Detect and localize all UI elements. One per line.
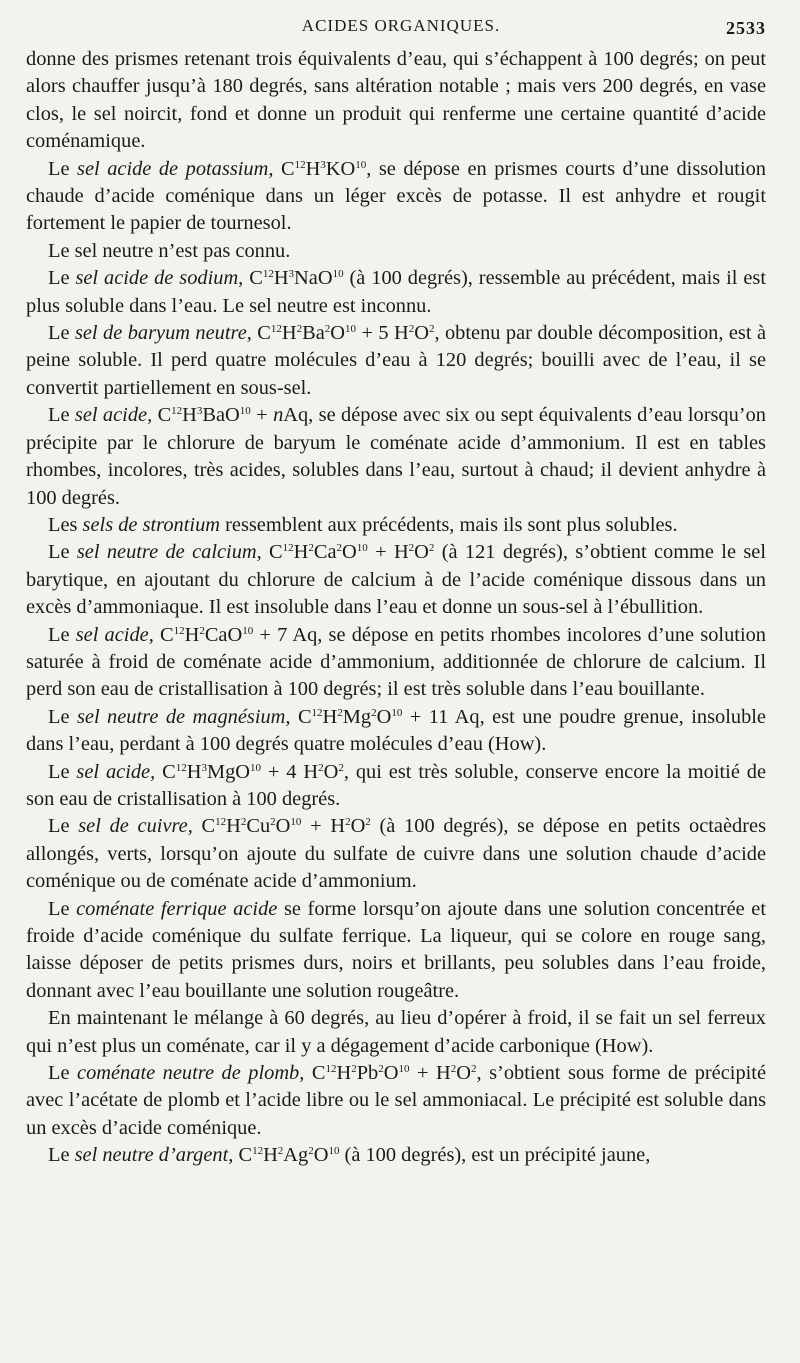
text-run: Le [48, 1062, 78, 1085]
subscript-number: 2 [345, 816, 351, 829]
text-run: C [273, 157, 295, 180]
paragraph [26, 759, 766, 814]
italic-text: sel de cuivre, [78, 815, 193, 838]
subscript-number: 10 [355, 158, 367, 171]
paragraph [26, 320, 766, 402]
text-run: En maintenant le mélange à 60 degrés, au lieu d’opérer à froid, il se fait un sel ferreux qui n’est plus un coménate, car il y a dégagement d’acide carbonique (How). [26, 1007, 766, 1057]
subscript-number: 10 [250, 761, 262, 774]
paragraph [26, 1060, 766, 1142]
subscript-number: 12 [171, 405, 183, 418]
italic-text: sel de baryum neutre, [74, 322, 252, 345]
subscript-number: 10 [356, 542, 368, 555]
text-run: (à 100 degrés), ressemble au précédent, mais il est plus soluble dans l’eau. Le sel neutre est inconnu. [26, 267, 767, 317]
paragraph [26, 539, 766, 621]
subscript-number: 12 [311, 706, 323, 719]
text-run: , obtenu par double décomposition, est à peine soluble. Il perd quatre molécules d’eau à 120 degrés; bouilli avec de l’eau, il se convertit partiellement en sous-sel. [26, 322, 767, 399]
text-run: + H [367, 541, 409, 564]
italic-text: sel neutre de magnésium, [76, 705, 291, 728]
text-run: H [336, 1062, 352, 1085]
text-run: H [293, 541, 309, 564]
text-run: C [261, 541, 283, 564]
text-run: H [186, 760, 202, 783]
subscript-number: 10 [391, 706, 403, 719]
text-run: + H [301, 815, 346, 838]
text-run: H [273, 267, 289, 290]
subscript-number: 10 [328, 1145, 340, 1158]
italic-text: sel acide, [75, 623, 154, 646]
text-run: ressemblent aux précédents, mais ils sont plus solubles. [220, 513, 678, 536]
text-run: Les [48, 513, 83, 536]
italic-text: sel acide de potassium, [77, 157, 274, 180]
paragraph [26, 704, 766, 759]
text-run: H [182, 404, 197, 427]
text-run: O [414, 322, 429, 345]
subscript-number: 10 [332, 268, 344, 281]
subscript-number: 2 [470, 1063, 477, 1076]
subscript-number: 2 [277, 1145, 284, 1158]
text-run: O [275, 815, 291, 838]
italic-text: sel neutre d’argent, [74, 1144, 234, 1167]
text-run: Le [48, 322, 75, 345]
text-run: + 5 H [356, 322, 409, 345]
text-run: + 7 Aq, se dépose en petits rhombes incolores d’une solution saturée à froid de coménate acide d’ammonium, additionnée de chlorure de calcium. Il perd son eau de cristallisation à 100 degrés; il est très soluble dans l’eau bouillante. [26, 623, 766, 701]
subscript-number: 2 [338, 761, 344, 774]
text-run: MgO [206, 760, 251, 783]
text-run: O [456, 1062, 471, 1085]
text-run: KO [325, 157, 356, 180]
subscript-number: 12 [294, 158, 306, 171]
subscript-number: 12 [173, 624, 185, 637]
text-run: Mg [342, 705, 372, 728]
subscript-number: 12 [175, 761, 187, 774]
text-run: BaO [202, 404, 240, 427]
subscript-number: 3 [288, 268, 295, 281]
subscript-number: 12 [270, 323, 282, 336]
subscript-number: 12 [262, 268, 274, 281]
text-run: C [304, 1062, 326, 1085]
italic-text: sel acide de sodium, [75, 267, 244, 290]
text-run: (à 100 degrés), se dépose en petits octaèdres allongés, verts, lorsqu’on ajoute du sulfate de cuivre dans une solution chaude d’acide coménique ou de coménate acide d’ammonium. [26, 815, 767, 893]
subscript-number: 12 [282, 542, 294, 555]
paragraph [26, 1005, 766, 1060]
text-run: Ca [313, 541, 337, 564]
text-run: Le [48, 404, 75, 427]
text-run: O [414, 541, 429, 564]
text-run: + 4 H [261, 760, 319, 783]
subscript-number: 2 [240, 816, 247, 829]
text-run: , qui est très soluble, conserve encore la moitié de son eau de cristallisation à 100 degrés. [26, 760, 767, 810]
text-run: O [350, 815, 366, 838]
italic-text: coménate neutre de plomb, [77, 1062, 305, 1085]
paragraph [26, 896, 766, 1006]
subscript-number: 10 [345, 323, 357, 336]
text-run: O [376, 705, 392, 728]
text-run: C [243, 267, 263, 290]
text-run: C [192, 815, 216, 838]
paragraph [26, 402, 766, 512]
subscript-number: 2 [308, 1145, 314, 1158]
paragraph [26, 265, 766, 320]
text-run: , s’obtient sous forme de précipité avec l’acétate de plomb et l’acide libre ou le sel ammoniacal. Le précipité est soluble dans un excès d’acide coménique. [26, 1062, 767, 1139]
subscript-number: 3 [196, 405, 203, 418]
text-run: Le [48, 1144, 75, 1167]
text-run: + [250, 404, 274, 427]
paragraph [26, 622, 766, 704]
subscript-number: 10 [242, 624, 254, 637]
text-run: Le [48, 760, 77, 783]
body-text [26, 46, 766, 1170]
text-run: C [153, 623, 174, 646]
text-run: Le [48, 815, 79, 838]
text-run: donne des prismes retenant trois équivalents d’eau, qui s’échappent à 100 degrés; on peut alors chauffer jusqu’à 180 degrés, sans altération notable ; mais vers 200 degrés, en vase clos, le sel noircit, fond et donne un produit qui renferme une certaine quantité d’acide coménamique. [26, 48, 766, 153]
subscript-number: 2 [378, 1063, 384, 1076]
text-run: CaO [204, 623, 243, 646]
text-run: Le [48, 541, 77, 564]
text-run: O [313, 1144, 329, 1167]
text-run: Aq, se dépose avec six ou sept équivalents d’eau lorsqu’on précipite par le chlorure de baryum le coménate acide d’ammonium. Il est en tables rhombes, incolores, très acides, solubles dans l’eau, surtout à chaud; il devient anhydre à 100 degrés. [26, 404, 766, 509]
text-run: C [251, 322, 271, 345]
subscript-number: 12 [325, 1063, 337, 1076]
italic-text: n [273, 404, 284, 427]
subscript-number: 2 [324, 323, 331, 336]
subscript-number: 2 [337, 706, 343, 719]
subscript-number: 2 [308, 542, 314, 555]
subscript-number: 2 [408, 323, 415, 336]
text-run: Le [48, 157, 78, 180]
text-run: H [184, 623, 200, 646]
subscript-number: 2 [336, 542, 343, 555]
text-run: Le [48, 267, 76, 290]
subscript-number: 12 [215, 816, 227, 829]
italic-text: sel acide, [74, 404, 153, 427]
text-run: H [305, 157, 321, 180]
subscript-number: 10 [290, 816, 302, 829]
paragraph [26, 512, 766, 539]
page-number: 2533 [726, 18, 766, 38]
text-run: C [233, 1144, 253, 1167]
text-run: Le [48, 897, 77, 920]
subscript-number: 3 [320, 158, 326, 171]
italic-text: sel neutre de calcium, [76, 541, 262, 564]
paragraph [26, 156, 766, 238]
subscript-number: 2 [296, 323, 303, 336]
subscript-number: 2 [199, 624, 205, 637]
text-run: O [342, 541, 357, 564]
text-run: + H [409, 1062, 451, 1085]
subscript-number: 2 [371, 706, 377, 719]
text-run: Le [48, 623, 76, 646]
text-run: C [152, 404, 172, 427]
text-run: Le sel neutre n’est pas connu. [48, 239, 291, 262]
subscript-number: 2 [365, 816, 371, 829]
text-run: C [155, 760, 176, 783]
italic-text: coménate ferrique acide [76, 897, 278, 920]
subscript-number: 12 [252, 1145, 264, 1158]
text-run: (à 100 degrés), est un précipité jaune, [339, 1144, 651, 1167]
text-run: H [263, 1144, 278, 1167]
paragraph [26, 238, 766, 265]
text-run: se forme lorsqu’on ajoute dans une solution concentrée et froide d’acide coménique du sulfate ferrique. La liqueur, qui se colore en rouge sang, laisse déposer de petits prismes durs, noirs et brillants, peu solubles dans l’eau froide, donnant avec l’eau bouillante une solution rougeâtre. [26, 897, 767, 1002]
subscript-number: 10 [239, 405, 251, 418]
text-run: O [383, 1062, 399, 1085]
subscript-number: 2 [428, 542, 435, 555]
running-head [26, 16, 766, 46]
text-run: H [281, 322, 297, 345]
text-run: H [226, 815, 241, 838]
text-run: Cu [246, 815, 271, 838]
subscript-number: 2 [270, 816, 276, 829]
text-run: Ag [283, 1144, 309, 1167]
text-run: O [323, 760, 339, 783]
italic-text: sel acide, [76, 760, 156, 783]
italic-text: sels de strontium [82, 513, 220, 536]
subscript-number: 2 [318, 761, 324, 774]
subscript-number: 2 [408, 542, 415, 555]
text-run: Ba [302, 322, 325, 345]
paragraph [26, 813, 766, 895]
text-run: (à 121 degrés), s’obtient comme le sel barytique, en ajoutant du chlorure de calcium à de l’acide coménique dissous dans un excès d’ammoniaque. Il est insoluble dans l’eau et donne un sous-sel à l’ébullition. [26, 541, 766, 619]
paragraph [26, 46, 766, 156]
text-run: Pb [356, 1062, 379, 1085]
text-run: , se dépose en prismes courts d’une dissolution chaude d’acide coménique dans un léger excès de potasse. Il est anhydre et rougit fortement le papier de tournesol. [26, 157, 766, 235]
running-title: ACIDES ORGANIQUES. [301, 16, 501, 35]
text-run: C [290, 705, 312, 728]
subscript-number: 2 [450, 1063, 457, 1076]
text-run: + 11 Aq, est une poudre grenue, insoluble dans l’eau, perdant à 100 degrés quatre molécules d’eau (How). [26, 705, 766, 756]
text-run: NaO [294, 267, 333, 290]
subscript-number: 2 [351, 1063, 357, 1076]
paragraph [26, 1142, 766, 1169]
subscript-number: 3 [201, 761, 207, 774]
subscript-number: 2 [428, 323, 435, 336]
text-run: O [330, 322, 346, 345]
subscript-number: 10 [398, 1063, 410, 1076]
text-run: H [322, 705, 338, 728]
text-run: Le [48, 705, 77, 728]
